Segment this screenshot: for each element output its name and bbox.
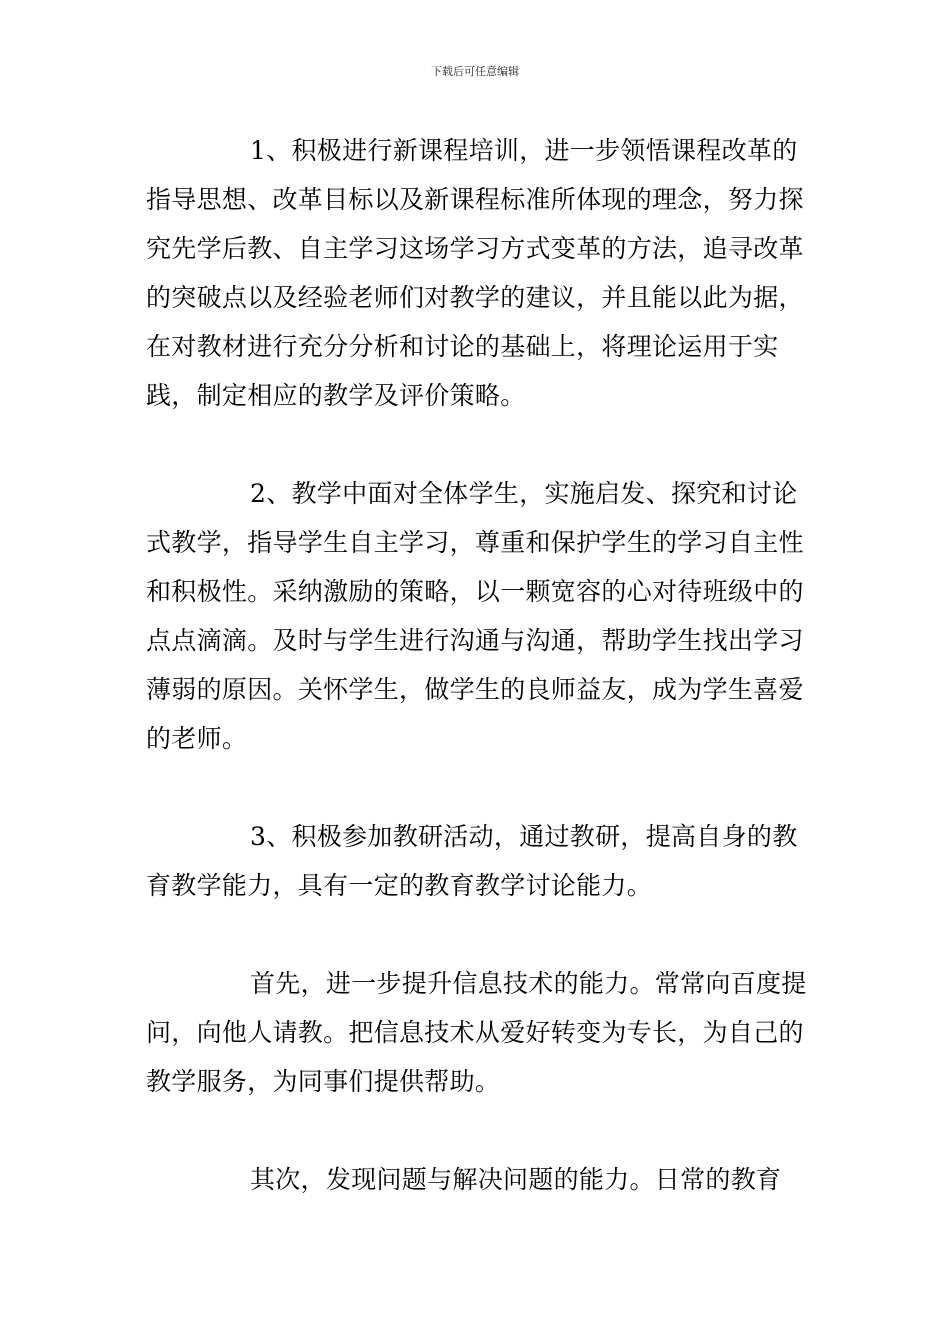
paragraph-3: 3、积极参加教研活动，通过教研，提高自身的教育教学能力，具有一定的教育教学讨论能力。	[146, 822, 798, 900]
document-body	[146, 126, 810, 1204]
paragraph-5: 其次，发现问题与解决问题的能力。日常的教育	[250, 1165, 782, 1194]
page-header: 下载后可任意编辑	[431, 65, 519, 78]
paragraph-2: 2、教学中面对全体学生，实施启发、探究和讨论式教学，指导学生自主学习，尊重和保护学生的学习自主性和积极性。采纳激励的策略，以一颗宽容的心对待班级中的点点滴滴。及时与学生进行沟通与沟通，帮助学生找出学习薄弱的原因。关怀学生，做学生的良师益友，成为学生喜爱的老师。	[146, 479, 804, 753]
paragraph-4: 首先，进一步提升信息技术的能力。常常向百度提问，向他人请教。把信息技术从爱好转变为专长，为自己的教学服务，为同事们提供帮助。	[146, 969, 807, 1096]
paragraph-1: 1、积极进行新课程培训，进一步领悟课程改革的指导思想、改革目标以及新课程标准所体现的理念，努力探究先学后教、自主学习这场学习方式变革的方法，追寻改革的突破点以及经验老师们对教学的建议，并且能以此为据，在对教材进行充分分析和讨论的基础上，将理论运用于实践，制定相应的教学及评价策略。	[146, 136, 804, 410]
